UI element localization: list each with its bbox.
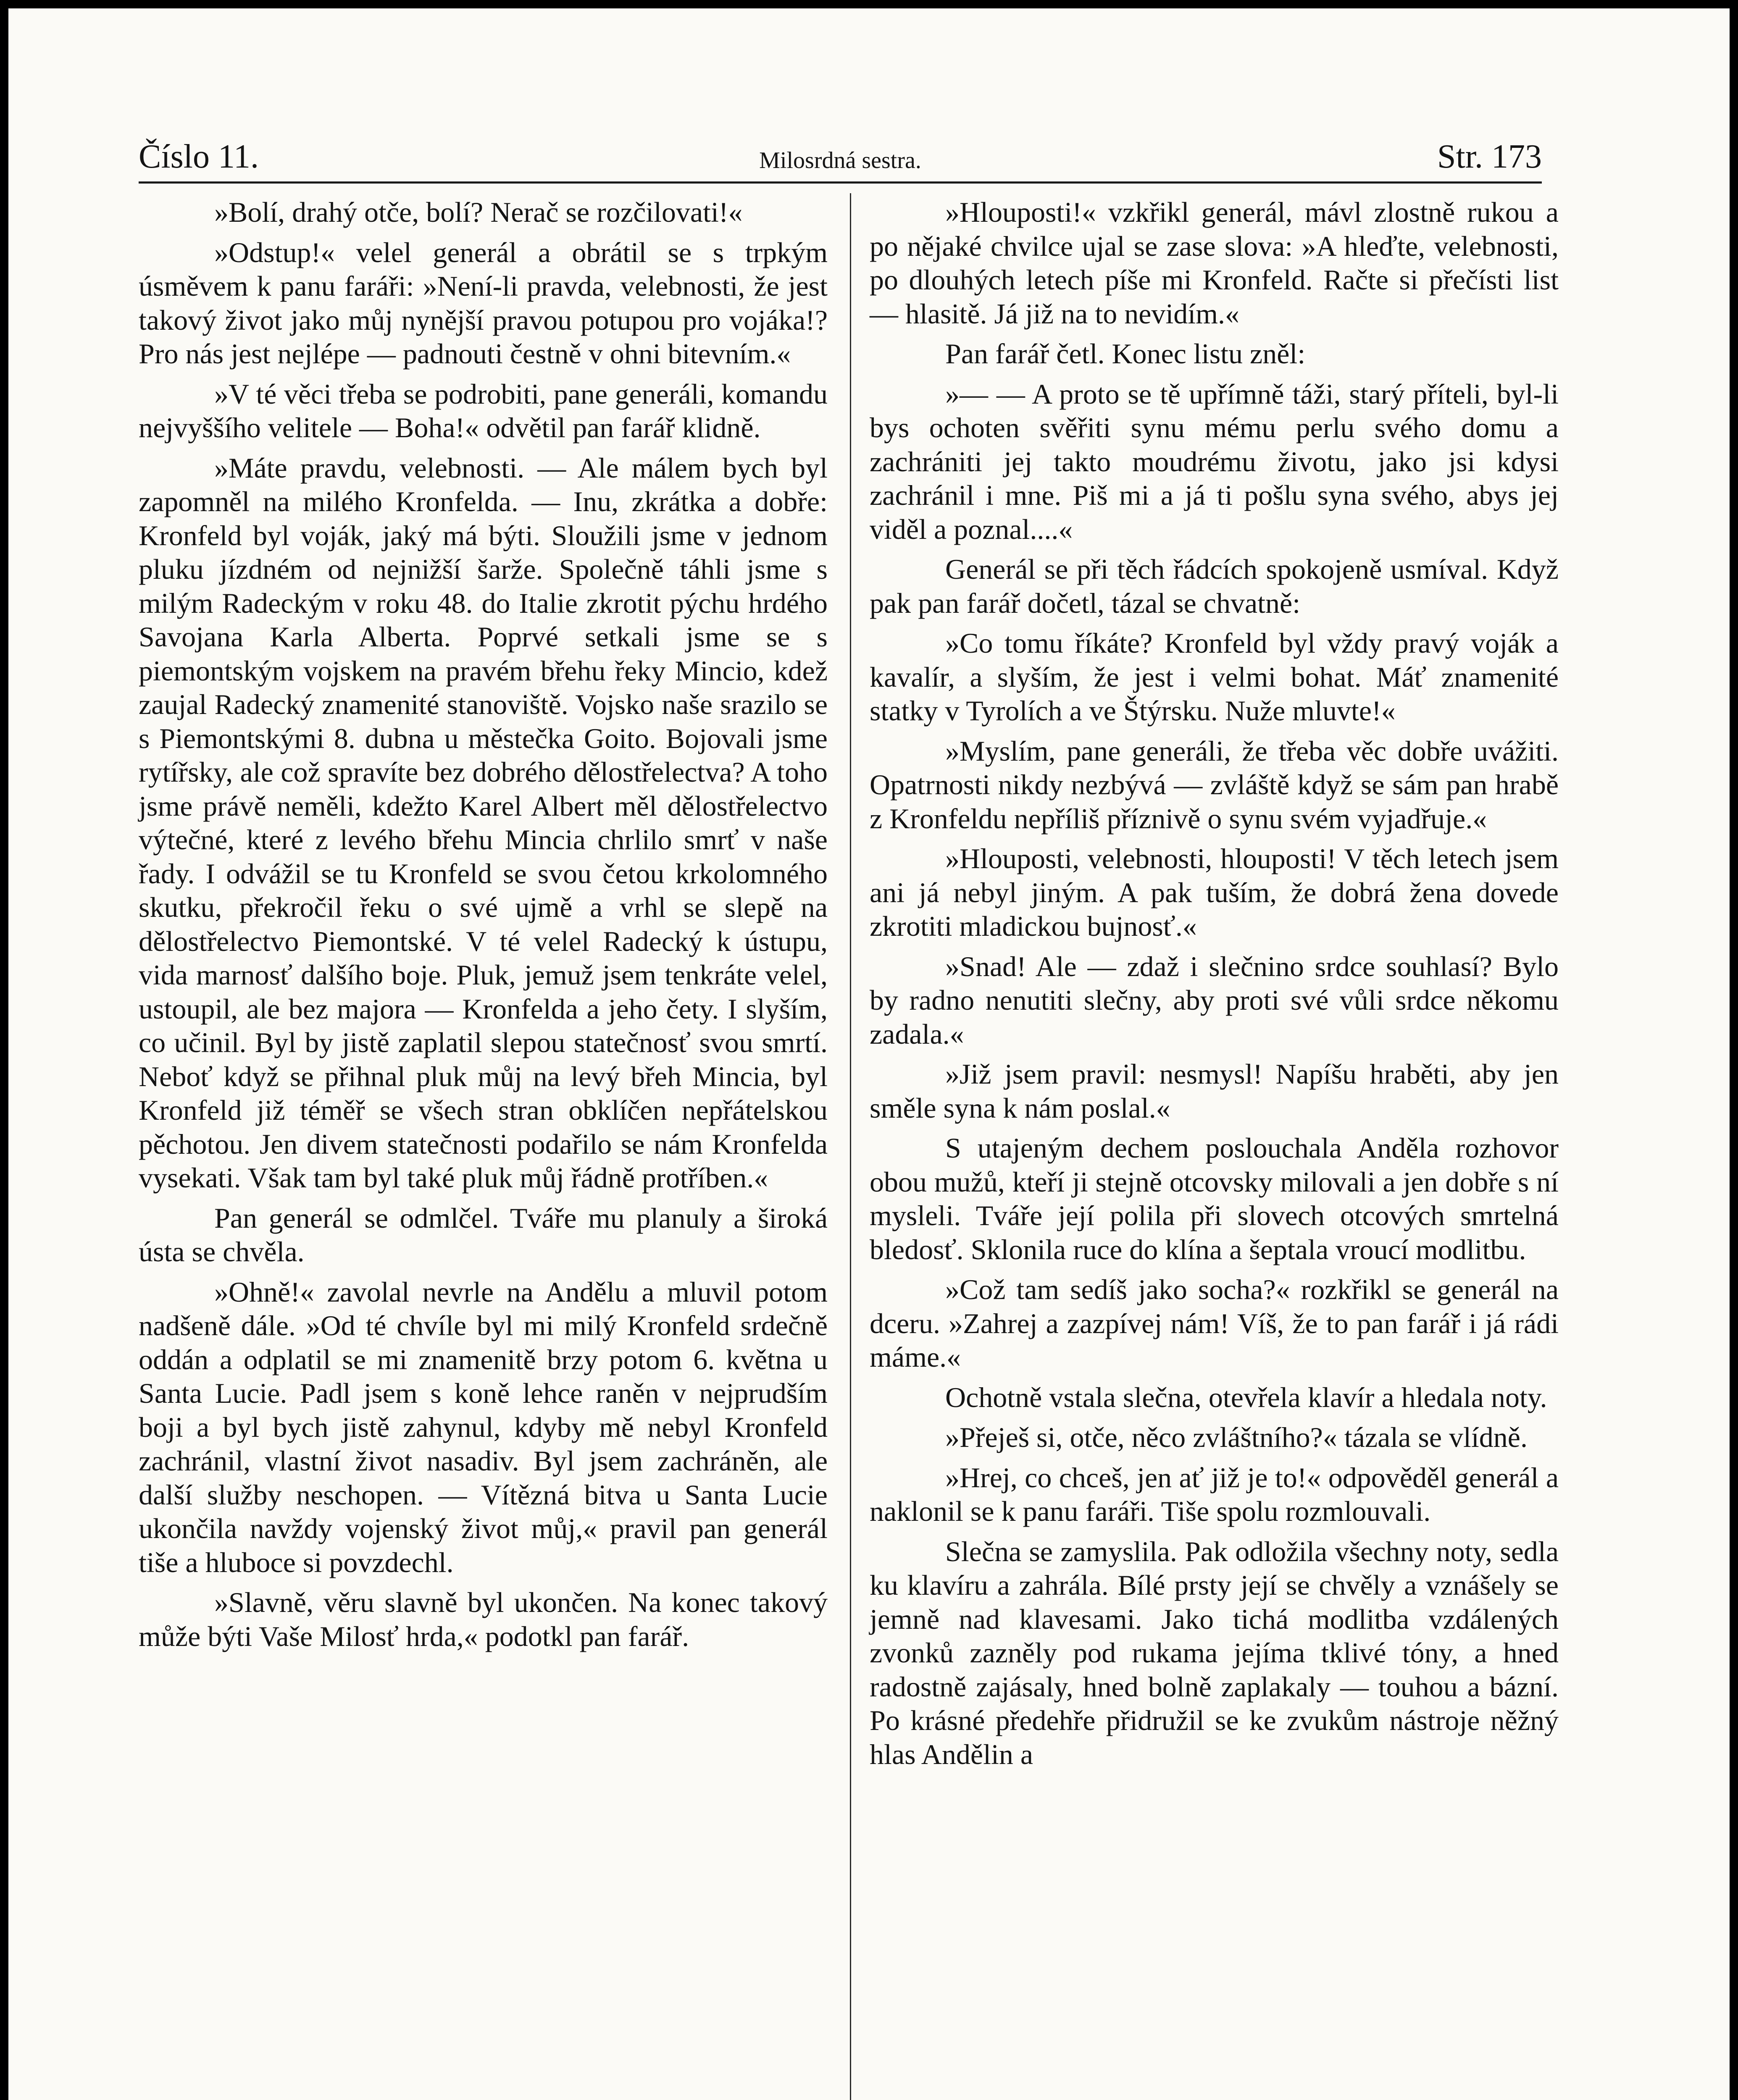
paragraph: »Odstup!« velel generál a obrátil se s trpkým úsměvem k panu faráři: »Není-li pravda, velebnosti, že jest takový život jako můj nynější pravou potupou pro vojáka!? Pro nás jest nejlépe — padnouti čestně v ohni bitevním.«	[139, 236, 828, 370]
paragraph: »Bolí, drahý otče, bolí? Nerač se rozčilovati!«	[214, 196, 743, 228]
paragraph: »V té věci třeba se podrobiti, pane generáli, komandu nejvyššího velitele — Boha!« odvětil pan farář klidně.	[139, 378, 828, 444]
right-column	[870, 195, 1559, 1777]
paragraph: »Hlouposti!« vzkřikl generál, mávl zlostně rukou a po nějaké chvilce ujal se zase slova: »A hleďte, velebnosti, po dlouhých letech píše mi Kronfeld. Račte si přečísti list — hlasitě. Já již na to nevidím.«	[870, 196, 1559, 330]
paragraph: »Myslím, pane generáli, že třeba věc dobře uvážiti. Opatrnosti nikdy nezbývá — zvláště když se sám pan hrabě z Kronfeldu nepříliš příznivě o synu svém vyjadřuje.«	[870, 735, 1559, 835]
book-page	[8, 8, 1730, 2100]
column-divider	[850, 193, 851, 2100]
paragraph: »Ohně!« zavolal nevrle na Andělu a mluvil potom nadšeně dále. »Od té chvíle byl mi milý Kronfeld srdečně oddán a odplatil se mi znamenitě brzy potom 6. května u Santa Lucie. Padl jsem s koně lehce raněn v nejprudším boji a byl bych jistě zahynul, kdyby mě nebyl Kronfeld zachránil, vlastní život nasadiv. Byl jsem zachráněn, ale další služby neschopen. — Vítězná bitva u Santa Lucie ukončila navždy vojenský život můj,« pravil pan generál tiše a hluboce si povzdechl.	[139, 1276, 828, 1578]
paragraph: Pan generál se odmlčel. Tváře mu planuly a široká ústa se chvěla.	[139, 1202, 828, 1268]
paragraph: »— — A proto se tě upřímně táži, starý příteli, byl-li bys ochoten svěřiti synu mému perlu svého domu a zachrániti jej takto moudrému životu, jako jsi kdysi zachránil i mne. Piš mi a já ti pošlu syna svého, abys jej viděl a poznal....«	[870, 378, 1559, 545]
paragraph: S utajeným dechem poslouchala Anděla rozhovor obou mužů, kteří ji stejně otcovsky milovali a jen dobře s ní mysleli. Tváře její polila při slovech otcových smrtelná bledosť. Sklonila ruce do klína a šeptala vroucí modlitbu.	[870, 1132, 1559, 1265]
running-title: Milosrdná sestra.	[759, 147, 921, 173]
paragraph: »Již jsem pravil: nesmysl! Napíšu hraběti, aby jen směle syna k nám poslal.«	[870, 1058, 1559, 1124]
paragraph: »Hlouposti, velebnosti, hlouposti! V těch letech jsem ani já nebyl jiným. A pak tuším, že dobrá žena dovede zkrotiti mladickou bujnosť.«	[870, 843, 1559, 942]
left-column	[139, 195, 828, 1659]
page-number: Str. 173	[1437, 138, 1542, 175]
paragraph: Pan farář četl. Konec listu zněl:	[945, 338, 1306, 370]
paragraph: Slečna se zamyslila. Pak odložila všechny noty, sedla ku klavíru a zahrála. Bílé prsty její se chvěly a vznášely se jemně nad klavesami. Jako tichá modlitba vzdálených zvonků zazněly pod rukama jejíma tklivé tóny, a hned radostně zajásaly, hned bolně zaplakaly — touhou a bázní. Po krásné předehře přidružil se ke zvukům nástroje něžný hlas Andělin a	[870, 1535, 1559, 1770]
paragraph: »Což tam sedíš jako socha?« rozkřikl se generál na dceru. »Zahrej a zazpívej nám! Víš, že to pan farář i já rádi máme.«	[870, 1273, 1559, 1373]
paragraph: »Slavně, věru slavně byl ukončen. Na konec takový může býti Vaše Milosť hrda,« podotkl pan farář.	[139, 1586, 828, 1652]
paragraph: Generál se při těch řádcích spokojeně usmíval. Když pak pan farář dočetl, tázal se chvatně:	[870, 553, 1559, 619]
paragraph: »Hrej, co chceš, jen ať již je to!« odpověděl generál a naklonil se k panu faráři. Tiše spolu rozmlouvali.	[870, 1461, 1559, 1527]
paragraph: »Přeješ si, otče, něco zvláštního?« tázala se vlídně.	[945, 1421, 1528, 1453]
paragraph: »Snad! Ale — zdaž i slečnino srdce souhlasí? Bylo by radno nenutiti slečny, aby proti své vůli srdce někomu zadala.«	[870, 950, 1559, 1050]
paragraph: Ochotně vstala slečna, otevřela klavír a hledala noty.	[945, 1381, 1547, 1413]
running-header	[139, 134, 1542, 181]
paragraph: »Co tomu říkáte? Kronfeld byl vždy pravý voják a kavalír, a slyším, že jest i velmi bohat. Máť znamenité statky v Tyrolích a ve Štýrsku. Nuže mluvte!«	[870, 627, 1559, 727]
issue-number: Číslo 11.	[139, 138, 259, 175]
paragraph: »Máte pravdu, velebnosti. — Ale málem bych byl zapomněl na milého Kronfelda. — Inu, zkrátka a dobře: Kronfeld byl voják, jaký má býti. Sloužili jsme v jednom pluku jízdném od nejnižší šarže. Společně táhli jsme s milým Radeckým v roku 48. do Italie zkrotit pýchu hrdého Savojana Karla Alberta. Poprvé setkali jsme se s piemontským vojskem na pravém břehu řeky Mincio, kdež zaujal Radecký znamenité stanoviště. Vojsko naše srazilo se s Piemontskými 8. dubna u městečka Goito. Bojovali jsme rytířsky, ale což spravíte bez dobrého dělostřelectva? A toho jsme právě neměli, kdežto Karel Albert měl dělostřelectvo výtečné, které z levého břehu Mincia chrlilo smrť v naše řady. I odvážil se tu Kronfeld se svou četou krkolomného skutku, překročil řeku o své ujmě a vrhl se slepě na dělostřelectvo Piemontské. V té velel Radecký k ústupu, vida marnosť dalšího boje. Pluk, jemuž jsem tenkráte velel, ustoupil, ale bez majora — Kronfelda a jeho čety. I slyším, co učinil. Byl by jistě zaplatil slepou statečnosť svou smrtí. Neboť když se přihnal pluk můj na levý břeh Mincia, byl Kronfeld již téměř se všech stran obklíčen nepřátelskou pěchotou. Jen divem statečnosti podařilo se nám Kronfelda vysekati. Však tam byl také pluk můj řádně protříben.«	[139, 452, 828, 1194]
header-rule	[139, 181, 1542, 184]
